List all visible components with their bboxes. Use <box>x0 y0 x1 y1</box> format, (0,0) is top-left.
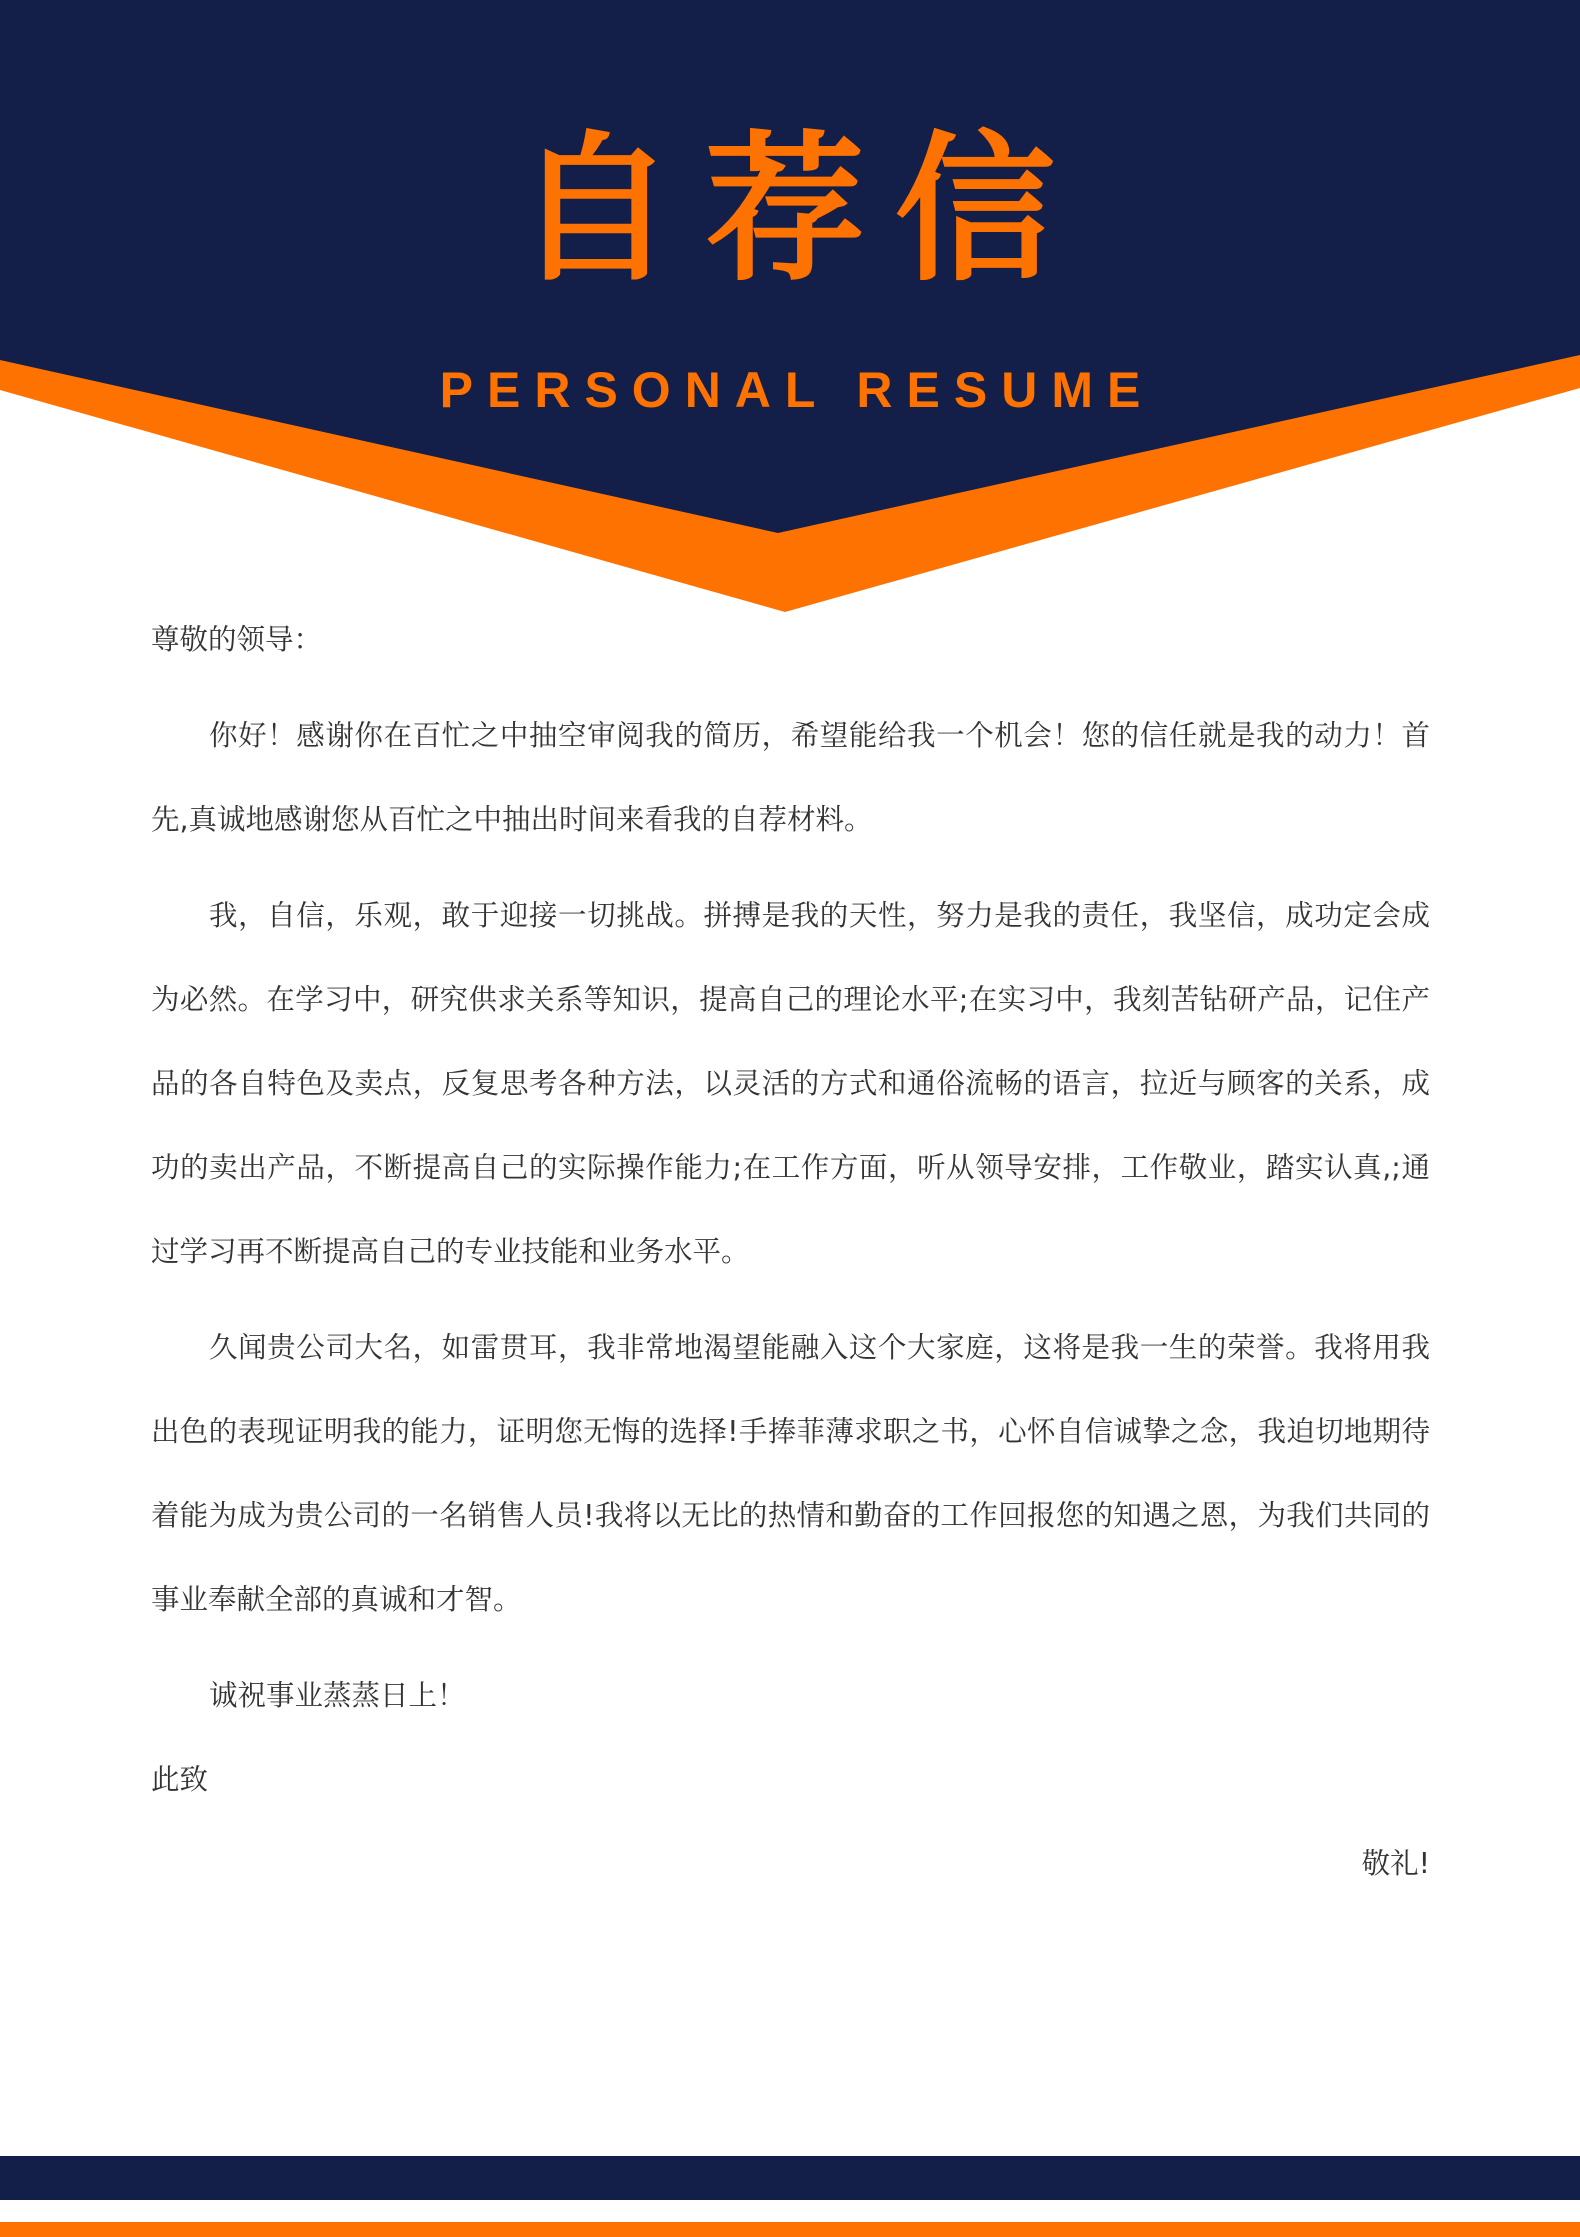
letter-body <box>151 598 1430 1906</box>
wish-line: 诚祝事业蒸蒸日上！ <box>209 1679 466 1712</box>
paragraph-greeting: 你好！感谢你在百忙之中抽空审阅我的简历，希望能给我一个机会！您的信任就是我的动力！首先,真诚地感谢您从百忙之中抽出时间来看我的自荐材料。 <box>151 719 1430 836</box>
footer-orange-bar <box>0 2222 1580 2237</box>
paragraph-self-description: 我，自信，乐观，敢于迎接一切挑战。拼搏是我的天性，努力是我的责任，我坚信，成功定会成为必然。在学习中，研究供求关系等知识，提高自己的理论水平;在实习中，我刻苦钻研产品，记住产品的各自特色及卖点，反复思考各种方法，以灵活的方式和通俗流畅的语言，拉近与顾客的关系，成功的卖出产品，不断提高自己的实际操作能力;在工作方面，听从领导安排，工作敬业，踏实认真,;通过学习再不断提高自己的专业技能和业务水平。 <box>151 899 1430 1268</box>
header-banner <box>0 0 1580 620</box>
page-subtitle: PERSONAL RESUME <box>439 362 1155 418</box>
closing-left: 此致 <box>151 1763 209 1796</box>
footer-navy-bar <box>0 2156 1580 2200</box>
paragraph-company-wish: 久闻贵公司大名，如雷贯耳，我非常地渴望能融入这个大家庭，这将是我一生的荣誉。我将用我出色的表现证明我的能力，证明您无悔的选择!手捧菲薄求职之书，心怀自信诚挚之念，我迫切地期待着能为成为贵公司的一名销售人员!我将以无比的热情和勤奋的工作回报您的知遇之恩，为我们共同的事业奉献全部的真诚和才智。 <box>151 1331 1430 1616</box>
closing-right: 敬礼! <box>1361 1847 1430 1880</box>
page-title: 自荐信 <box>514 116 1085 303</box>
salutation: 尊敬的领导： <box>151 623 323 656</box>
